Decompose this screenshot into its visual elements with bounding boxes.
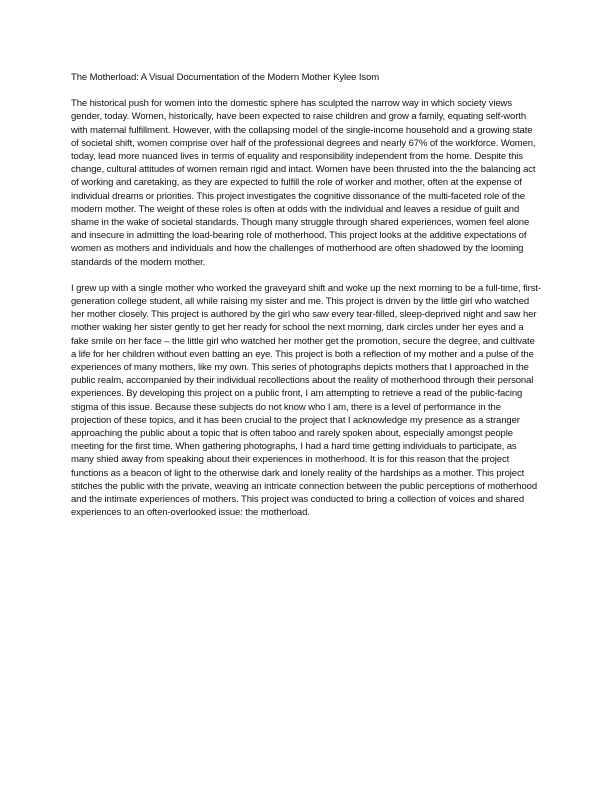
document-body xyxy=(71,71,541,533)
document-title: The Motherload: A Visual Documentation of the Modern Mother Kylee Isom xyxy=(71,72,380,83)
paragraph-2: I grew up with a single mother who worked the graveyard shift and woke up the next morning to be a full-time, first-generation college student, all while raising my sister and me. This project is driven by the little girl who watched her mother closely. This project is authored by the girl who saw every tear-filled, sleep-deprived night and saw her mother waking her sister gently to get her ready for school the next morning, dark circles under her eyes and a fake smile on her face – the little girl who watched her mother get the promotion, secure the degree, and cultivate a life for her children without even batting an eye. This project is both a reflection of my mother and a pulse of the experiences of many mothers, like my own. This series of photographs depicts mothers that I approached in the public realm, accompanied by their individual recollections about the reality of motherhood through their personal experiences. By developing this project on a public front, I am attempting to retrieve a read of the public-facing stigma of this issue. Because these subjects do not know who I am, there is a level of performance in the projection of these topics, and it has been crucial to the project that I acknowledge my presence as a stranger approaching the public about a topic that is often taboo and rarely spoken about, especially amongst people meeting for the first time. When gathering photographs, I had a hard time getting individuals to participate, as many shied away from speaking about their experiences in motherhood. It is for this reason that the project functions as a beacon of light to the otherwise dark and lonely reality of the hardships as a mother. This project stitches the public with the private, weaving an intricate connection between the public perceptions of motherhood and the intimate experiences of mothers. This project was conducted to bring a collection of voices and shared experiences to an often-overlooked issue: the motherload. xyxy=(71,282,541,519)
paragraph-1: The historical push for women into the domestic sphere has sculpted the narrow way in which society views gender, today. Women, historically, have been expected to raise children and grow a family, equating self-worth with maternal fulfillment. However, with the collapsing model of the single-income household and a growing state of societal shift, women comprise over half of the professional degrees and nearly 67% of the workforce. Women, today, lead more nuanced lives in terms of equality and responsibility independent from the home. Despite this change, cultural attitudes of women remain rigid and intact. Women have been thrusted into the the balancing act of working and caretaking, as they are expected to fulfill the role of worker and mother, often at the expense of individual dreams or priorities. This project investigates the cognitive dissonance of the multi-faceted role of the modern mother. The weight of these roles is often at odds with the individual and leaves a residue of guilt and shame in the wake of societal standards. Though many struggle through shared experiences, women feel alone and insecure in admitting the load-bearing role of motherhood. This project looks at the additive expectations of women as mothers and individuals and how the challenges of motherhood are often shadowed by the looming standards of the modern mother. xyxy=(71,98,536,268)
